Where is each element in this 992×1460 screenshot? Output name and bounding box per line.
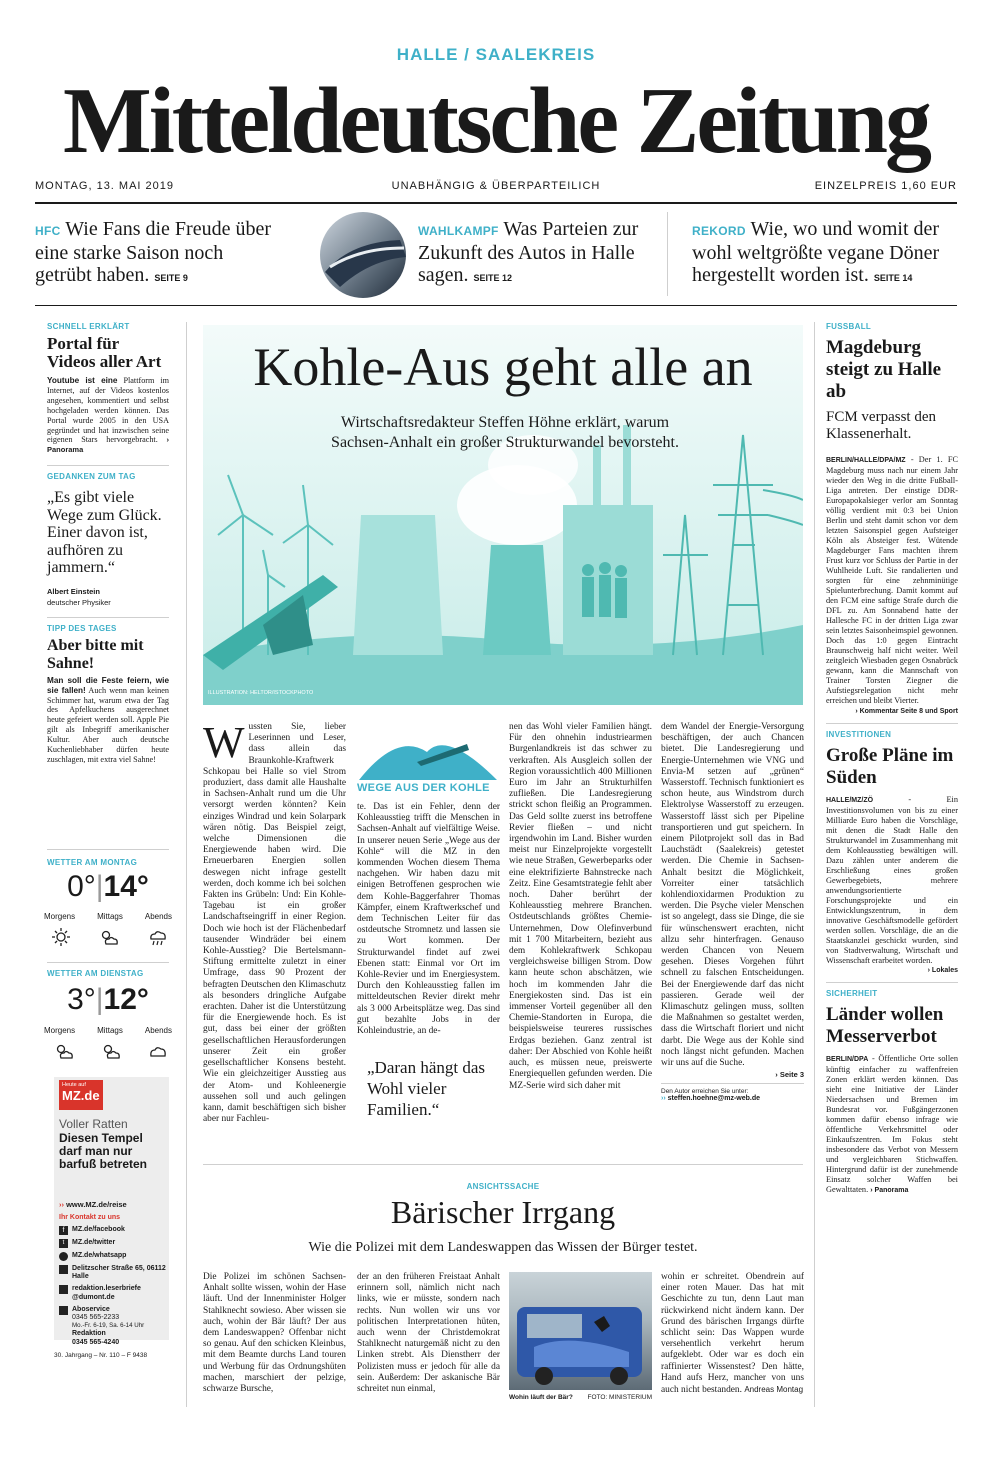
teaser-kicker: HFC (35, 224, 61, 238)
bottom-author: Andreas Montag (744, 1385, 804, 1395)
bottom-headline: Bärischer Irrgang (390, 1194, 616, 1230)
temp-low: 0° (67, 870, 96, 903)
safety-ref[interactable]: › Panorama (870, 1187, 909, 1194)
sun-cloud-icon (99, 928, 119, 946)
contact-label: MZ.de/whatsapp (72, 1252, 127, 1259)
contact-label: MZ.de/facebook (72, 1226, 125, 1233)
explained-lead: Youtube ist eine (47, 376, 118, 385)
thought-quote: „Es gibt viele Wege zum Glück. Einer davon ist, aufhören zu jammern.“ (47, 489, 162, 577)
police-van-photo (509, 1272, 652, 1390)
badge-top: Heute auf (62, 1082, 86, 1088)
thought-role: deutscher Physiker (47, 597, 111, 607)
bottom-col2-text: der an den früheren Freistaat Anhalt erinnern soll, nämlich nicht nach links, wie er müsste, sondern nach rechts. Nun wollen wir uns vor politischen Interpretationen hüten, auch wenn der Christdemokrat Stahlknecht naturgemäß nicht zu den Linken strebt. Als Dienstherr der Polizisten muss er jedoch für alle da sein. Außerdem: Der askanische Bär schreitet nun einmal, (357, 1272, 500, 1395)
weather-label: Morgens (44, 1026, 76, 1035)
mail-icon (59, 1285, 68, 1294)
bottom-col-3 (661, 1272, 804, 1396)
contact-mail[interactable] (59, 1285, 167, 1301)
lead-col-1 (203, 718, 346, 1125)
safety-title: Länder wollen Messerverbot (826, 1004, 944, 1047)
rain-cloud-icon (148, 928, 168, 946)
promo-box[interactable] (54, 1077, 169, 1346)
abo-label: Aboservice (72, 1305, 110, 1313)
thought-author: Albert Einstein (47, 586, 100, 596)
sport-ref[interactable]: › Kommentar Seite 8 und Sport (855, 708, 958, 715)
bottom-col1-text: Die Polizei im schönen Sachsen-Anhalt sollte wissen, wohin der Hase läuft. Und der Innenminister Holger Stahlknecht sowieso. Aber wissen sie auch, wohin der Bär läuft? Der aus dem Landeswappen? Offenbar nicht so genau. Auf den schicken Kleinbus, mit dem Beamte durchs Land touren und Werbung für das Ordnungshüten machen, marschiert der pelzige, schwarze Bursche, (203, 1272, 346, 1395)
contact-address (59, 1265, 167, 1281)
bottom-col3-text: wohin er schreitet. Obendrein auf einer roten Mauer. Das hat mit Geschichte zu tun, denn Laut man rückwirkend nicht ändern kann. Der Grund des bärischen Irrgangs dürfte schlicht sein: Das Wappen wurde versehentlich verkehrt herum aufgeklebt. Oder war es doch ein raffinierter Wissenstest? Den hätte, Hand aufs Herz, mancher von uns auch nicht bestanden. (661, 1272, 804, 1396)
explained-ref[interactable]: › Panorama (47, 435, 169, 455)
ref-label: Seite 3 (779, 1070, 804, 1080)
lead-col2-text: te. Das ist ein Fehler, denn der Kohleausstieg trifft die Menschen in Sachsen-Anhalt auf vielfältige Weise. In unserer neuen Serie „Wege aus der Kohle“ will die MZ in den kommenden Wochen diesem Thema nachgehen. Wir haben dazu mit einigen Betroffenen gesprochen wie dem Kohle-Baggerfahrer Thomas Kämpfer, einem Kraftwerkschef und dem Technischen Leiter für das ostdeutsche Stromnetz und lassen sie zu Wort kommen. Der Strukturwandel findet auf zwei Ebenen statt: Einmal vor Ort im Kohle-Revier und im Energiesystem. Durch den Kohleausstieg fallen im mitteldeutschen Revier direkt mehr als 3 000 Arbeitsplätze weg. Das sind gut bezahlte Jobs in der Kohleindustrie, an de- (357, 802, 500, 1037)
photo-caption (509, 1394, 652, 1401)
contact-mail[interactable]: ›› steffen.hoehne@mz-web.de (661, 1095, 761, 1103)
illustration-credit: ILLUSTRATION: HELTOR/ISTOCKPHOTO (208, 690, 314, 696)
invest-title: Große Pläne im Süden (826, 745, 954, 788)
phone-icon (59, 1306, 68, 1315)
badge-label: MZ.de (62, 1088, 100, 1103)
lead-col3-text: nen das Wohl vieler Familien hängt. Für den ohnehin industriearmen Burgenlandkreis ist das schwer zu verkraften. Als Ausgleich sollen der Region voraussichtlich 400 Millionen Euro im Jahr an Strukturhilfen zufließen. Die Landesregierung strickt schon fleißig an Programmen. Das Geld sollte zuerst ins betroffene Revier fließen – und nicht irgendwohin im Land. Bisher wurden meist nur Einzelprojekte vorgestellt wie neue Straßen, Gewerbeparks oder eine elektrifizierte Bahnstrecke nach Zeitz. Eine Gesamtstrategie fehlt aber noch. Daher berührt der Kohleausstieg mehrere Branchen. Ostdeutschlands größtes Chemie-Unternehmen, Dow Olefinverbund mit 1 700 Mitarbeitern, bezieht aus dem Kohlekraftwerk Schkopau vergleichsweise billigen Strom. Dow kann heute schon abschätzen, wie hoch im kommenden Jahr die Energiekosten sind. Das ist ein immenser Vorteil gegenüber all den Chemie-Standorten in Europa, die beispielsweise teureres russisches Erdgas beziehen. Ganz zentral ist daher: Der Abschied von Kohle heißt auch, es müssen neue, preiswerte Energiequellen gefunden werden. Die MZ-Serie wird sich daher mit (509, 722, 652, 1091)
lead-col1-text: ussten Sie, lieber Leserinnen und Leser, dass allein das Braunkohle-Kraftwerk Schkopau bei Halle so viel Strom produziert, dass damit alle Haushalte in Sachsen-Anhalt rund um die Uhr versorgt werden könnten? Kein einziges Windrad und kein Solarpark wären nötig. Das Beispiel zeigt, welche Dimensionen die Energiewende haben wird. Die Erneuerbaren Energien sollen deswegen nicht infrage gestellt werden, doch komme ich bei solchen Fakten ins Grübeln: Und: Ein Kohle-Tagebau ist ein großer Landschaftseingriff in einer Region. Doch wie hoch ist der Flächenbedarf tausender Windräder bei einem Kohle-Ausstieg? Die Bertelsmann-Stiftung ermittelte zuletzt in einer Umfrage, dass 90 Prozent der befragten Deutschen den Klimaschutz als besonders dringliche Aufgabe erachten. Daher ist die Unterstützung für die Energiewende hoch. Es ist gut, dass bei einer der größten gesellschaftlichen Herausforderungen unserer Zeit ein großer gesellschaftlicher Konsens besteht. Wie ein gleichzeitiger Ausstieg aus der Atom- und Kohleenergie aussehen soll und auch gelingen kann, damit beschäftigen sich bisher aber nur Fachleu- (203, 722, 346, 1125)
abo-phone: 0345 565-2233 (72, 1314, 120, 1322)
ref-label: Panorama (47, 445, 84, 455)
bottom-col-1 (203, 1272, 346, 1395)
weather-label: Abends (144, 1026, 172, 1035)
tip-kicker: TIPP DES TAGES (47, 623, 117, 633)
weather-label: Abends (144, 912, 172, 921)
lead-headline: Kohle-Aus geht alle an (253, 337, 753, 397)
weather-mon-kicker: WETTER AM MONTAG (47, 858, 138, 867)
teaser-rekord[interactable] (692, 218, 957, 289)
invest-kicker: INVESTITIONEN (826, 730, 892, 739)
whatsapp-icon (59, 1252, 68, 1261)
explained-body: Plattform im Internet, auf der Videos kostenlos angesehen, kommentiert und selbst hochgeladen werden können. Das Portal wurde 2005 in den USA gegründet und hat inzwischen seine eigenen Stars hervorgebracht. (47, 376, 170, 445)
thought-kicker: GEDANKEN ZUM TAG (47, 472, 136, 482)
red-label: Redaktion (72, 1330, 106, 1338)
lead-subline: Wirtschaftsredakteur Steffen Höhne erklärt, warum Sachsen-Anhalt ein großer Strukturwandel bevorsteht. (331, 414, 679, 451)
promo-line2: Diesen Tempel darf man nur barfuß betreten (59, 1131, 148, 1171)
invest-dateline: HALLE/MZ/ZÖ (826, 797, 874, 804)
sport-deck: FCM verpasst den Klassenerhalt. (826, 409, 936, 442)
teaser-kicker: WAHLKAMPF (418, 224, 499, 238)
lead-col-4 (661, 722, 804, 1102)
teaser-text: Was Parteien zur Zukunft des Autos in Halle sagen. (418, 218, 639, 286)
teaser-hfc[interactable] (35, 218, 275, 289)
sun-icon (52, 928, 70, 946)
teaser-page: SEITE 14 (873, 273, 913, 283)
red-phone: 0345 565-4240 (72, 1338, 120, 1346)
dropcap: W (203, 718, 245, 767)
sport-dateline: BERLIN/HALLE/DPA/MZ (826, 457, 906, 464)
safety-kicker: SICHERHEIT (826, 989, 878, 998)
contact-note: Den Autor erreichen Sie unter: (661, 1088, 749, 1096)
sport-body: - Der 1. FC Magdeburg muss nach nur einem Jahr wieder den Weg in die dritte Fußball-Liga antreten. Der einstige DDR-Europapokalsieger verlor am Sonntag völlig verdient mit 0:3 bei Union Berlin und steht damit schon vor dem letzten Saisonspiel gegen Aufsteiger Köln als Absteiger fest. Wütende Magdeburger Fans machten ihrem Frust kurz vor Schluss der Partie in der Wuhlheide Luft. Sie randalierten und sorgten für eine zehnminütige Spielunterbrechung. Damit kommt auf den FCM eine saftige Strafe durch die DFL zu. Am Sonnabend hatte der Hallesche FC in der dritten Liga zwar sein letztes Saisonheimspiel gewonnen. Doch das 1:0 gegen Eintracht Braunschweig half nicht weiter. Weil zeitgleich Wiesbaden gegen Osnabrück gewann, kann die Mannschaft von Trainer Torsten Ziegner die Aufstiegsrelegation nicht mehr erreichen und bleibt Vierter. (826, 455, 959, 705)
weather-label: Mittags (97, 912, 123, 921)
teaser-page: SEITE 12 (473, 273, 513, 283)
mail-label: steffen.hoehne@mz-web.de (667, 1095, 761, 1103)
contact-label: redaktion.leserbriefe @dumont.de (72, 1285, 141, 1301)
safety-body: - Öffentliche Orte sollen künftig einfacher zu waffenfreien Zonen erklärt werden können. Das sieht eine Initiative der Länder Niedersachsen und Bremen im Bundesrat vor. Fußgängerzonen kommen dafür ebenso infrage wie öffentliche Verkehrsmittel oder Einkaufszentren. Im Fokus steht insbesondere das Verbot von Messern und vergleichbaren Stichwaffen. Hintergrund dafür ist der zunehmende Einsatz solcher Waffen bei Gewalttaten. (826, 1054, 958, 1194)
location-icon (59, 1265, 68, 1274)
weather-tue-temps: 3°|12° (67, 983, 149, 1016)
series-logo-text: WEGE AUS DER KOHLE (357, 782, 490, 794)
lead-ref[interactable]: › Seite 3 (775, 1070, 804, 1080)
ref-label: Kommentar Seite 8 und Sport (859, 708, 958, 715)
teaser-wahlkampf[interactable] (418, 218, 643, 289)
ref-label: Lokales (931, 967, 958, 974)
series-logo (357, 722, 500, 802)
teaser-text: Wie Fans die Freude über eine starke Saison noch getrübt haben. (35, 218, 272, 286)
tagline: UNABHÄNGIG & ÜBERPARTEILICH (391, 180, 601, 192)
twitter-icon: t (59, 1239, 68, 1248)
teaser-kicker: REKORD (692, 224, 746, 238)
teaser-text: Wie, wo und womit der wohl weltgrößte vegane Döner hergestellt worden ist. (692, 218, 940, 286)
tip-title: Aber bitte mit Sahne! (47, 636, 144, 672)
issue-date: MONTAG, 13. MAI 2019 (35, 180, 175, 192)
teaser-page: SEITE 9 (154, 273, 188, 283)
weather-label: Mittags (97, 1026, 123, 1035)
mzde-badge (59, 1080, 103, 1110)
contact-whatsapp[interactable] (59, 1252, 167, 1261)
cloud-icon (148, 1043, 168, 1059)
edition-label: HALLE / SAALEKREIS (396, 45, 596, 64)
bottom-subline: Wie die Polizei mit dem Landeswappen das Wissen der Bürger testet. (308, 1240, 698, 1255)
weather-tue-kicker: WETTER AM DIENSTAG (47, 969, 144, 978)
contact-label: MZ.de/twitter (72, 1239, 116, 1246)
price: EINZELPREIS 1,60 EUR (814, 180, 957, 192)
contact-label: Delitzscher Straße 65, 06112 Halle (72, 1265, 166, 1281)
right-column (826, 322, 958, 1196)
bottom-col-2 (357, 1272, 500, 1395)
temp-low: 3° (67, 983, 96, 1016)
contact-facebook[interactable] (59, 1226, 167, 1235)
sun-cloud-icon (54, 1043, 74, 1059)
lead-col4-text: dem Wandel der Energie-Versorgung beschäftigen, der auch Chancen bietet. Die Landesregierung und Energie-Unternehmen wie VNG und Envia-M setzen auf „grünen“ Wasserstoff. Technisch funktioniert es schon heute, aus Windstrom durch Elektrolyse Wasserstoff zu erzeugen. Wasserstoff lässt sich per Pipeline transportieren und gut speichern. In einem Pilotprojekt soll das in Bad Lauchstädt (Saalekreis) getestet werden. Die Chemie in Sachsen-Anhalt besitzt die Möglichkeit, Vorreiter einer tatsächlich kohlendioxidarmen Produktion zu werden. Die Psyche vieler Menschen ist so angelegt, dass sie Dinge, die sie für wünschenswert erachten, nicht allzu sehr hinterfragen. Genauso werden Chancen von Neuem gesehen. Dieses Vorgehen führt schnell zu falschen Entscheidungen. Bei der Energiewende darf das nicht passieren. Gerade weil der Klimaschutz gelingen muss, sollten die Maßnahmen so gestaltet werden, dass die Wirtschaft floriert und nicht darbt. Die Wege aus der Kohle sind noch längst nicht gefunden. Machen wir uns auf die Suche. (661, 722, 804, 1069)
sport-kicker: FUSSBALL (826, 322, 872, 331)
lead-quote: „Daran hängt das Wohl vieler Familien.“ (367, 1058, 486, 1120)
newspaper-title: Mitteldeutsche Zeitung (62, 69, 930, 173)
safety-dateline: BERLIN/DPA (826, 1056, 869, 1063)
weather-mon-temps: 0°|14° (67, 870, 149, 903)
abo-hours: Mo.-Fr. 6-19, Sa. 6-14 Uhr (72, 1322, 145, 1330)
left-column (47, 322, 169, 765)
temp-high: 12° (103, 983, 149, 1016)
bottom-kicker: ANSICHTSSACHE (466, 1182, 540, 1191)
photo-credit: FOTO: MINISTERIUM (587, 1394, 652, 1401)
facebook-icon: f (59, 1226, 68, 1235)
imprint: 30. Jahrgang – Nr. 110 – F 9438 (54, 1352, 148, 1359)
url-label: www.MZ.de/reise (66, 1200, 127, 1209)
tip-body: Auch wenn man keinen Schimmer hat, warum etwa der Tag des Apfelkuchens ausgerechnet heute gefeiert werden soll. Apple Pie gilt als Inbegriff amerikanischer Kultur. Aber auch deutsche Kuchenliebhaber dürfen heute zuschlagen, mit extra viel Sahne! (47, 685, 169, 764)
explained-kicker: SCHNELL ERKLÄRT (47, 322, 130, 331)
contact-phone (59, 1306, 167, 1347)
ref-label: Panorama (874, 1187, 909, 1194)
explained-title: Portal für Videos aller Art (47, 334, 162, 371)
caption-text: Wohin läuft der Bär? (509, 1394, 573, 1401)
lead-col-2 (357, 722, 500, 1120)
sport-title: Magdeburg steigt zu Halle ab (826, 337, 942, 402)
teaser-car-photo (320, 212, 406, 298)
tip-lead: Man soll die Feste feiern, wie sie fallen! (47, 675, 169, 695)
sun-cloud-icon (101, 1043, 121, 1059)
invest-ref[interactable]: › Lokales (927, 967, 958, 974)
weather-label: Morgens (44, 912, 76, 921)
promo-url[interactable]: ›› www.MZ.de/reise (59, 1200, 127, 1209)
contact-twitter[interactable] (59, 1239, 167, 1248)
promo-line1: Voller Ratten (59, 1117, 128, 1131)
lead-col-3 (509, 722, 652, 1092)
contact-head: Ihr Kontakt zu uns (59, 1214, 121, 1221)
temp-high: 14° (103, 870, 149, 903)
invest-body: - Ein Investitionsvolumen von bis zu einer Milliarde Euro haben die Vorschläge, mit denen die Stadt Halle den Strukturwandel im Zusammenhang mit dem Kohleausstieg bewältigen will. Dazu zählen unter anderem die Erschließung eines großen Gewerbegebiets, mehrere anwendungsorientierte Forschungsprojekte und ein Entwicklungszentrum, in dem innovative Geschäftsmodelle gefördert werden sollen. Vorschläge, die an die Staatskanzlei geschickt wurden, sind von Stadtverwaltung, Wirtschaft und Wissenschaft erarbeitet worden. (826, 795, 958, 965)
